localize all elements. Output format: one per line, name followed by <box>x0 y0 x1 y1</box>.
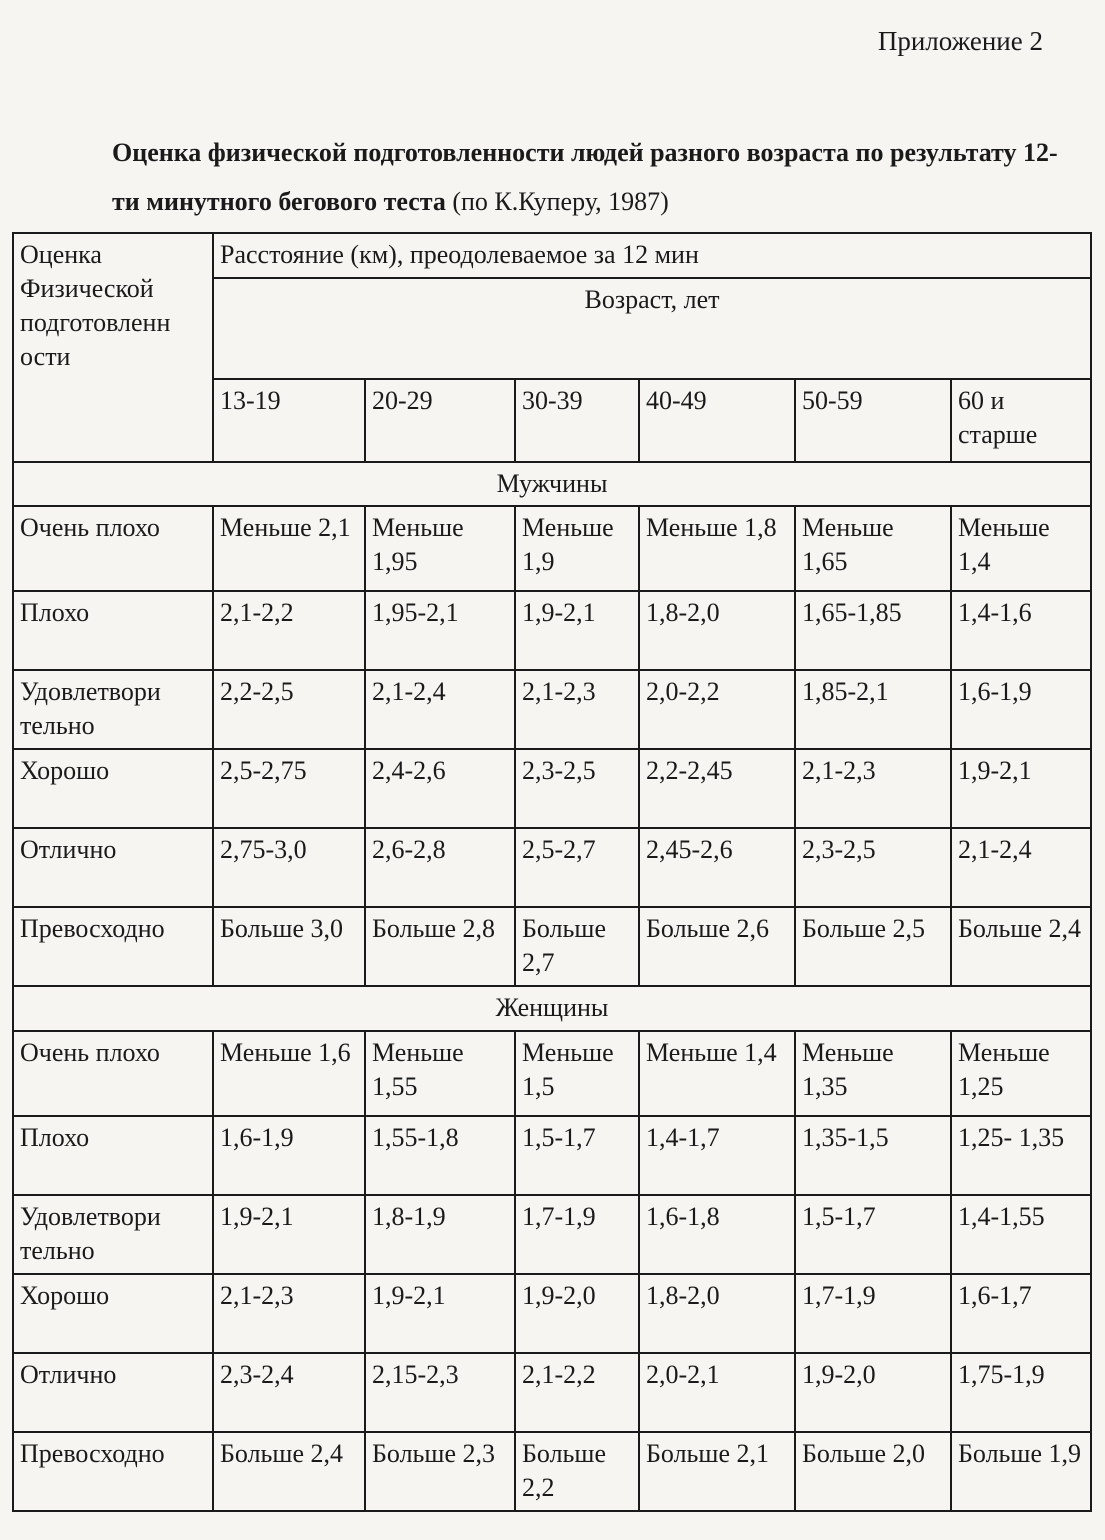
rating-label: Превосходно <box>13 1432 213 1511</box>
distance-value-cell: 1,9-2,0 <box>795 1353 951 1432</box>
distance-value-cell: 1,8-1,9 <box>365 1195 515 1274</box>
distance-value-cell: Больше 2,2 <box>515 1432 639 1511</box>
distance-value-cell: 1,5-1,7 <box>515 1116 639 1195</box>
distance-value-cell: 1,5-1,7 <box>795 1195 951 1274</box>
distance-value-cell: 1,6-1,8 <box>639 1195 795 1274</box>
table-row <box>13 1274 1091 1353</box>
distance-value-cell: 2,6-2,8 <box>365 828 515 907</box>
distance-value-cell: Больше 2,3 <box>365 1432 515 1511</box>
distance-value-cell: Больше 3,0 <box>213 907 365 986</box>
distance-header: Расстояние (км), преодолеваемое за 12 мин <box>213 233 1091 278</box>
appendix-label: Приложение 2 <box>877 26 1043 56</box>
distance-value-cell: 1,9-2,1 <box>515 591 639 670</box>
distance-value-cell: 2,0-2,2 <box>639 670 795 749</box>
distance-value-cell: Меньше 1,95 <box>365 506 515 591</box>
corner-header: Оценка Физической подготовленн ости <box>13 233 213 462</box>
section-row <box>13 986 1091 1031</box>
table-row <box>13 591 1091 670</box>
table-row <box>13 506 1091 591</box>
table-row <box>13 749 1091 828</box>
rating-label: Хорошо <box>13 1274 213 1353</box>
distance-value-cell: 2,1-2,4 <box>951 828 1091 907</box>
rating-label: Удовлетвори тельно <box>13 670 213 749</box>
distance-value-cell: 1,8-2,0 <box>639 1274 795 1353</box>
title-source: (по К.Куперу, 1987) <box>445 187 669 216</box>
distance-value-cell: 1,7-1,9 <box>795 1274 951 1353</box>
rating-label: Плохо <box>13 1116 213 1195</box>
distance-value-cell: 1,7-1,9 <box>515 1195 639 1274</box>
distance-value-cell: 2,3-2,5 <box>515 749 639 828</box>
distance-value-cell: Меньше 2,1 <box>213 506 365 591</box>
section-row <box>13 462 1091 507</box>
rating-label: Превосходно <box>13 907 213 986</box>
distance-value-cell: 2,1-2,2 <box>515 1353 639 1432</box>
distance-value-cell: 2,3-2,4 <box>213 1353 365 1432</box>
distance-value-cell: 1,85-2,1 <box>795 670 951 749</box>
table-row <box>13 1031 1091 1116</box>
distance-value-cell: 1,9-2,1 <box>951 749 1091 828</box>
distance-value-cell: 1,4-1,6 <box>951 591 1091 670</box>
distance-value-cell: Больше 2,6 <box>639 907 795 986</box>
rating-label: Плохо <box>13 591 213 670</box>
document-title <box>112 128 1072 226</box>
distance-value-cell: 1,9-2,0 <box>515 1274 639 1353</box>
fitness-table <box>12 232 1092 1512</box>
distance-value-cell: 1,4-1,55 <box>951 1195 1091 1274</box>
distance-value-cell: Больше 1,9 <box>951 1432 1091 1511</box>
distance-value-cell: 2,1-2,3 <box>795 749 951 828</box>
distance-value-cell: 2,75-3,0 <box>213 828 365 907</box>
section-heading: Мужчины <box>13 462 1091 507</box>
table-row <box>13 1353 1091 1432</box>
distance-value-cell: Больше 2,5 <box>795 907 951 986</box>
distance-value-cell: Меньше 1,9 <box>515 506 639 591</box>
distance-value-cell: 2,45-2,6 <box>639 828 795 907</box>
distance-value-cell: Больше 2,7 <box>515 907 639 986</box>
age-header: Возраст, лет <box>213 278 1091 379</box>
distance-value-cell: 1,6-1,9 <box>213 1116 365 1195</box>
table-row <box>13 670 1091 749</box>
distance-value-cell: 2,2-2,45 <box>639 749 795 828</box>
title-bold: Оценка физической подготовленности людей разного возраста по результату 12-ти минутного бегового теста <box>112 138 1058 216</box>
age-header-cell: 30-39 <box>515 379 639 462</box>
distance-value-cell: 2,1-2,3 <box>213 1274 365 1353</box>
distance-value-cell: Меньше 1,4 <box>951 506 1091 591</box>
distance-value-cell: 1,4-1,7 <box>639 1116 795 1195</box>
distance-value-cell: Больше 2,0 <box>795 1432 951 1511</box>
rating-label: Отлично <box>13 1353 213 1432</box>
rating-label: Удовлетвори тельно <box>13 1195 213 1274</box>
distance-value-cell: 2,1-2,2 <box>213 591 365 670</box>
distance-value-cell: 1,55-1,8 <box>365 1116 515 1195</box>
distance-value-cell: Меньше 1,5 <box>515 1031 639 1116</box>
distance-value-cell: Меньше 1,65 <box>795 506 951 591</box>
distance-value-cell: 1,6-1,9 <box>951 670 1091 749</box>
distance-value-cell: 1,95-2,1 <box>365 591 515 670</box>
age-header-cell: 40-49 <box>639 379 795 462</box>
rating-label: Отлично <box>13 828 213 907</box>
distance-value-cell: 2,5-2,75 <box>213 749 365 828</box>
distance-value-cell: 1,6-1,7 <box>951 1274 1091 1353</box>
distance-value-cell: 1,35-1,5 <box>795 1116 951 1195</box>
distance-value-cell: Меньше 1,8 <box>639 506 795 591</box>
distance-value-cell: 2,4-2,6 <box>365 749 515 828</box>
distance-value-cell: Больше 2,8 <box>365 907 515 986</box>
section-heading: Женщины <box>13 986 1091 1031</box>
distance-value-cell: Меньше 1,25 <box>951 1031 1091 1116</box>
distance-value-cell: 1,65-1,85 <box>795 591 951 670</box>
distance-value-cell: 2,5-2,7 <box>515 828 639 907</box>
distance-value-cell: Меньше 1,6 <box>213 1031 365 1116</box>
distance-value-cell: Меньше 1,4 <box>639 1031 795 1116</box>
distance-value-cell: 1,25- 1,35 <box>951 1116 1091 1195</box>
distance-value-cell: 1,9-2,1 <box>365 1274 515 1353</box>
distance-value-cell: Меньше 1,35 <box>795 1031 951 1116</box>
table-row <box>13 1195 1091 1274</box>
table-body <box>13 233 1091 1511</box>
distance-value-cell: Больше 2,4 <box>213 1432 365 1511</box>
distance-value-cell: 2,15-2,3 <box>365 1353 515 1432</box>
rating-label: Очень плохо <box>13 1031 213 1116</box>
age-header-cell: 20-29 <box>365 379 515 462</box>
age-header-cell: 50-59 <box>795 379 951 462</box>
rating-label: Очень плохо <box>13 506 213 591</box>
distance-value-cell: 2,0-2,1 <box>639 1353 795 1432</box>
table-row <box>13 828 1091 907</box>
distance-value-cell: 2,1-2,4 <box>365 670 515 749</box>
distance-value-cell: 1,9-2,1 <box>213 1195 365 1274</box>
age-header-cell: 13-19 <box>213 379 365 462</box>
rating-label: Хорошо <box>13 749 213 828</box>
table-row <box>13 1116 1091 1195</box>
distance-value-cell: 1,8-2,0 <box>639 591 795 670</box>
distance-value-cell: 2,1-2,3 <box>515 670 639 749</box>
distance-value-cell: 2,3-2,5 <box>795 828 951 907</box>
distance-value-cell: Меньше 1,55 <box>365 1031 515 1116</box>
distance-value-cell: 2,2-2,5 <box>213 670 365 749</box>
age-header-cell: 60 и старше <box>951 379 1091 462</box>
distance-value-cell: 1,75-1,9 <box>951 1353 1091 1432</box>
table-row <box>13 1432 1091 1511</box>
distance-value-cell: Больше 2,1 <box>639 1432 795 1511</box>
table-row <box>13 907 1091 986</box>
distance-value-cell: Больше 2,4 <box>951 907 1091 986</box>
